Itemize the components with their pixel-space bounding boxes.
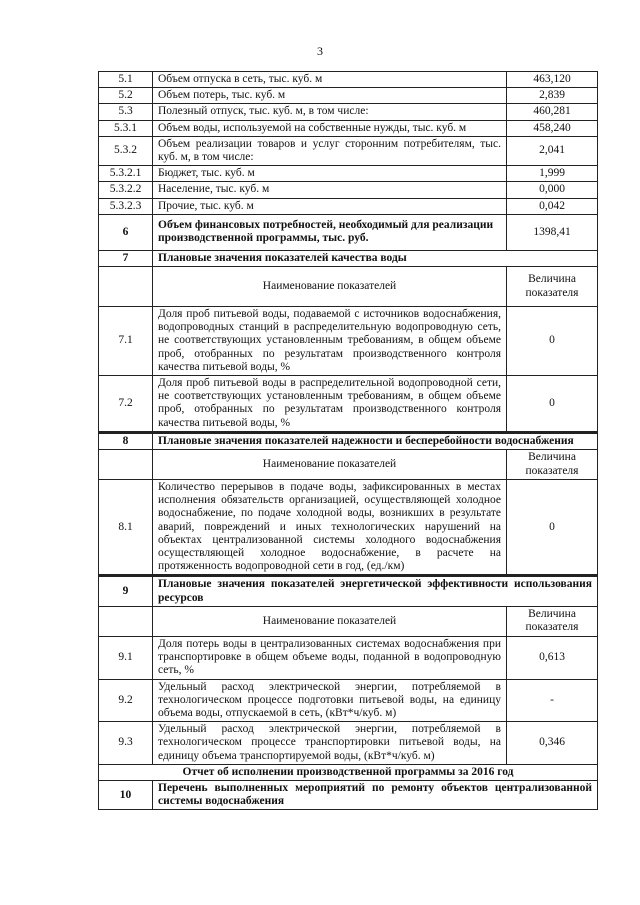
report-title: Отчет об исполнении производственной программы за 2016 год	[99, 764, 598, 780]
row-value: 0	[507, 376, 598, 433]
table-row	[99, 166, 598, 182]
row-value: 458,240	[507, 120, 598, 136]
row-text: Удельный расход электрической энергии, потребляемой в технологическом процессе транспортировки питьевой воды, на единицу объема транспортируемой воды, (кВт*ч/куб. м)	[153, 722, 507, 765]
row-value: -	[507, 679, 598, 722]
row-number: 7.1	[99, 307, 153, 376]
row-text: Количество перерывов в подаче воды, зафиксированных в местах исполнения обязательств организацией, осуществляющей холодное водоснабжение, по подаче холодной воды, возникших в результате аварий, повреждений и иных технологических нарушений на объектах централизованной системы холодного водоснабжения осуществляющей холодное водоснабжение, в расчете на протяженность водопроводной сети в год, (ед./км)	[153, 480, 507, 576]
row-value: 0,000	[507, 182, 598, 198]
row-number: 9.3	[99, 722, 153, 765]
row-text: Население, тыс. куб. м	[153, 182, 507, 198]
section-header-row	[99, 606, 598, 636]
row-value: 463,120	[507, 72, 598, 88]
table-row	[99, 182, 598, 198]
header-value: Величина показателя	[507, 606, 598, 636]
section-title: Плановые значения показателей надежности и бесперебойности водоснабжения	[153, 432, 598, 449]
row-number: 7.2	[99, 376, 153, 433]
row-text: Объем отпуска в сеть, тыс. куб. м	[153, 72, 507, 88]
section-number: 7	[99, 250, 153, 266]
section-header-row	[99, 450, 598, 480]
row-text: Доля проб питьевой воды, подаваемой с источников водоснабжения, водопроводных станций в распределительную водопроводную сеть, не соответствующих установленным требованиям, в общем объеме проб, отобранных по результатам производственного контроля качества питьевой воды, %	[153, 307, 507, 376]
row-text: Объем реализации товаров и услуг сторонним потребителям, тыс. куб. м, в том числе:	[153, 136, 507, 165]
row-value: 1398,41	[507, 214, 598, 250]
row-number: 5.3.2	[99, 136, 153, 165]
row-text: Полезный отпуск, тыс. куб. м, в том числе:	[153, 104, 507, 120]
table-row	[99, 307, 598, 376]
row-text: Объем воды, используемой на собственные нужды, тыс. куб. м	[153, 120, 507, 136]
table-row	[99, 104, 598, 120]
header-name: Наименование показателей	[153, 606, 507, 636]
header-value: Величина показателя	[507, 267, 598, 307]
table-row	[99, 120, 598, 136]
header-name: Наименование показателей	[153, 450, 507, 480]
row-value: 0,613	[507, 636, 598, 679]
row-number: 5.3.1	[99, 120, 153, 136]
header-name: Наименование показателей	[153, 267, 507, 307]
row-text: Объем потерь, тыс. куб. м	[153, 88, 507, 104]
row-number: 8.1	[99, 480, 153, 576]
table-row	[99, 214, 598, 250]
row-number: 5.3.2.2	[99, 182, 153, 198]
row-value: 2,839	[507, 88, 598, 104]
row-value: 0,346	[507, 722, 598, 765]
row-value: 0,042	[507, 198, 598, 214]
section-title: Плановые значения показателей энергетической эффективности использования ресурсов	[153, 576, 598, 606]
table-row	[99, 480, 598, 576]
section-title: Плановые значения показателей качества воды	[153, 250, 598, 266]
row-number: 5.2	[99, 88, 153, 104]
section-number: 10	[99, 780, 153, 809]
section-title-row	[99, 780, 598, 809]
header-value: Величина показателя	[507, 450, 598, 480]
table-row	[99, 72, 598, 88]
row-text: Доля потерь воды в централизованных системах водоснабжения при транспортировке в общем объеме воды, поданной в водопроводную сеть, %	[153, 636, 507, 679]
row-text: Прочие, тыс. куб. м	[153, 198, 507, 214]
table-row	[99, 376, 598, 433]
page-number: 3	[317, 44, 323, 58]
row-text: Бюджет, тыс. куб. м	[153, 166, 507, 182]
section-title-row	[99, 576, 598, 606]
row-number: 5.3	[99, 104, 153, 120]
row-text: Объем финансовых потребностей, необходимый для реализации производственной программы, тыс. руб.	[153, 214, 507, 250]
section-number: 8	[99, 432, 153, 449]
row-text: Доля проб питьевой воды в распределительной водопроводной сети, не соответствующих установленным требованиям, в общем объеме проб, отобранных по результатам производственного контроля качества питьевой воды, %	[153, 376, 507, 433]
row-number: 5.3.2.3	[99, 198, 153, 214]
table-row	[99, 636, 598, 679]
section-title-row	[99, 432, 598, 449]
table-row	[99, 88, 598, 104]
row-number: 9.1	[99, 636, 153, 679]
section-number: 9	[99, 576, 153, 606]
section-title: Перечень выполненных мероприятий по ремонту объектов централизованной системы водоснабжения	[153, 780, 598, 809]
table-row	[99, 679, 598, 722]
row-number: 5.3.2.1	[99, 166, 153, 182]
production-program-table	[98, 71, 598, 810]
row-number: 5.1	[99, 72, 153, 88]
section-title-row	[99, 250, 598, 266]
table-row	[99, 136, 598, 165]
table-row	[99, 198, 598, 214]
row-value: 0	[507, 307, 598, 376]
table-row	[99, 722, 598, 765]
row-value: 460,281	[507, 104, 598, 120]
row-value: 2,041	[507, 136, 598, 165]
row-number: 9.2	[99, 679, 153, 722]
report-title-row	[99, 764, 598, 780]
section-header-row	[99, 267, 598, 307]
row-value: 0	[507, 480, 598, 576]
row-number: 6	[99, 214, 153, 250]
row-text: Удельный расход электрической энергии, потребляемой в технологическом процессе подготовки питьевой воды, на единицу объема воды, отпускаемой в сеть, (кВт*ч/куб. м)	[153, 679, 507, 722]
row-value: 1,999	[507, 166, 598, 182]
